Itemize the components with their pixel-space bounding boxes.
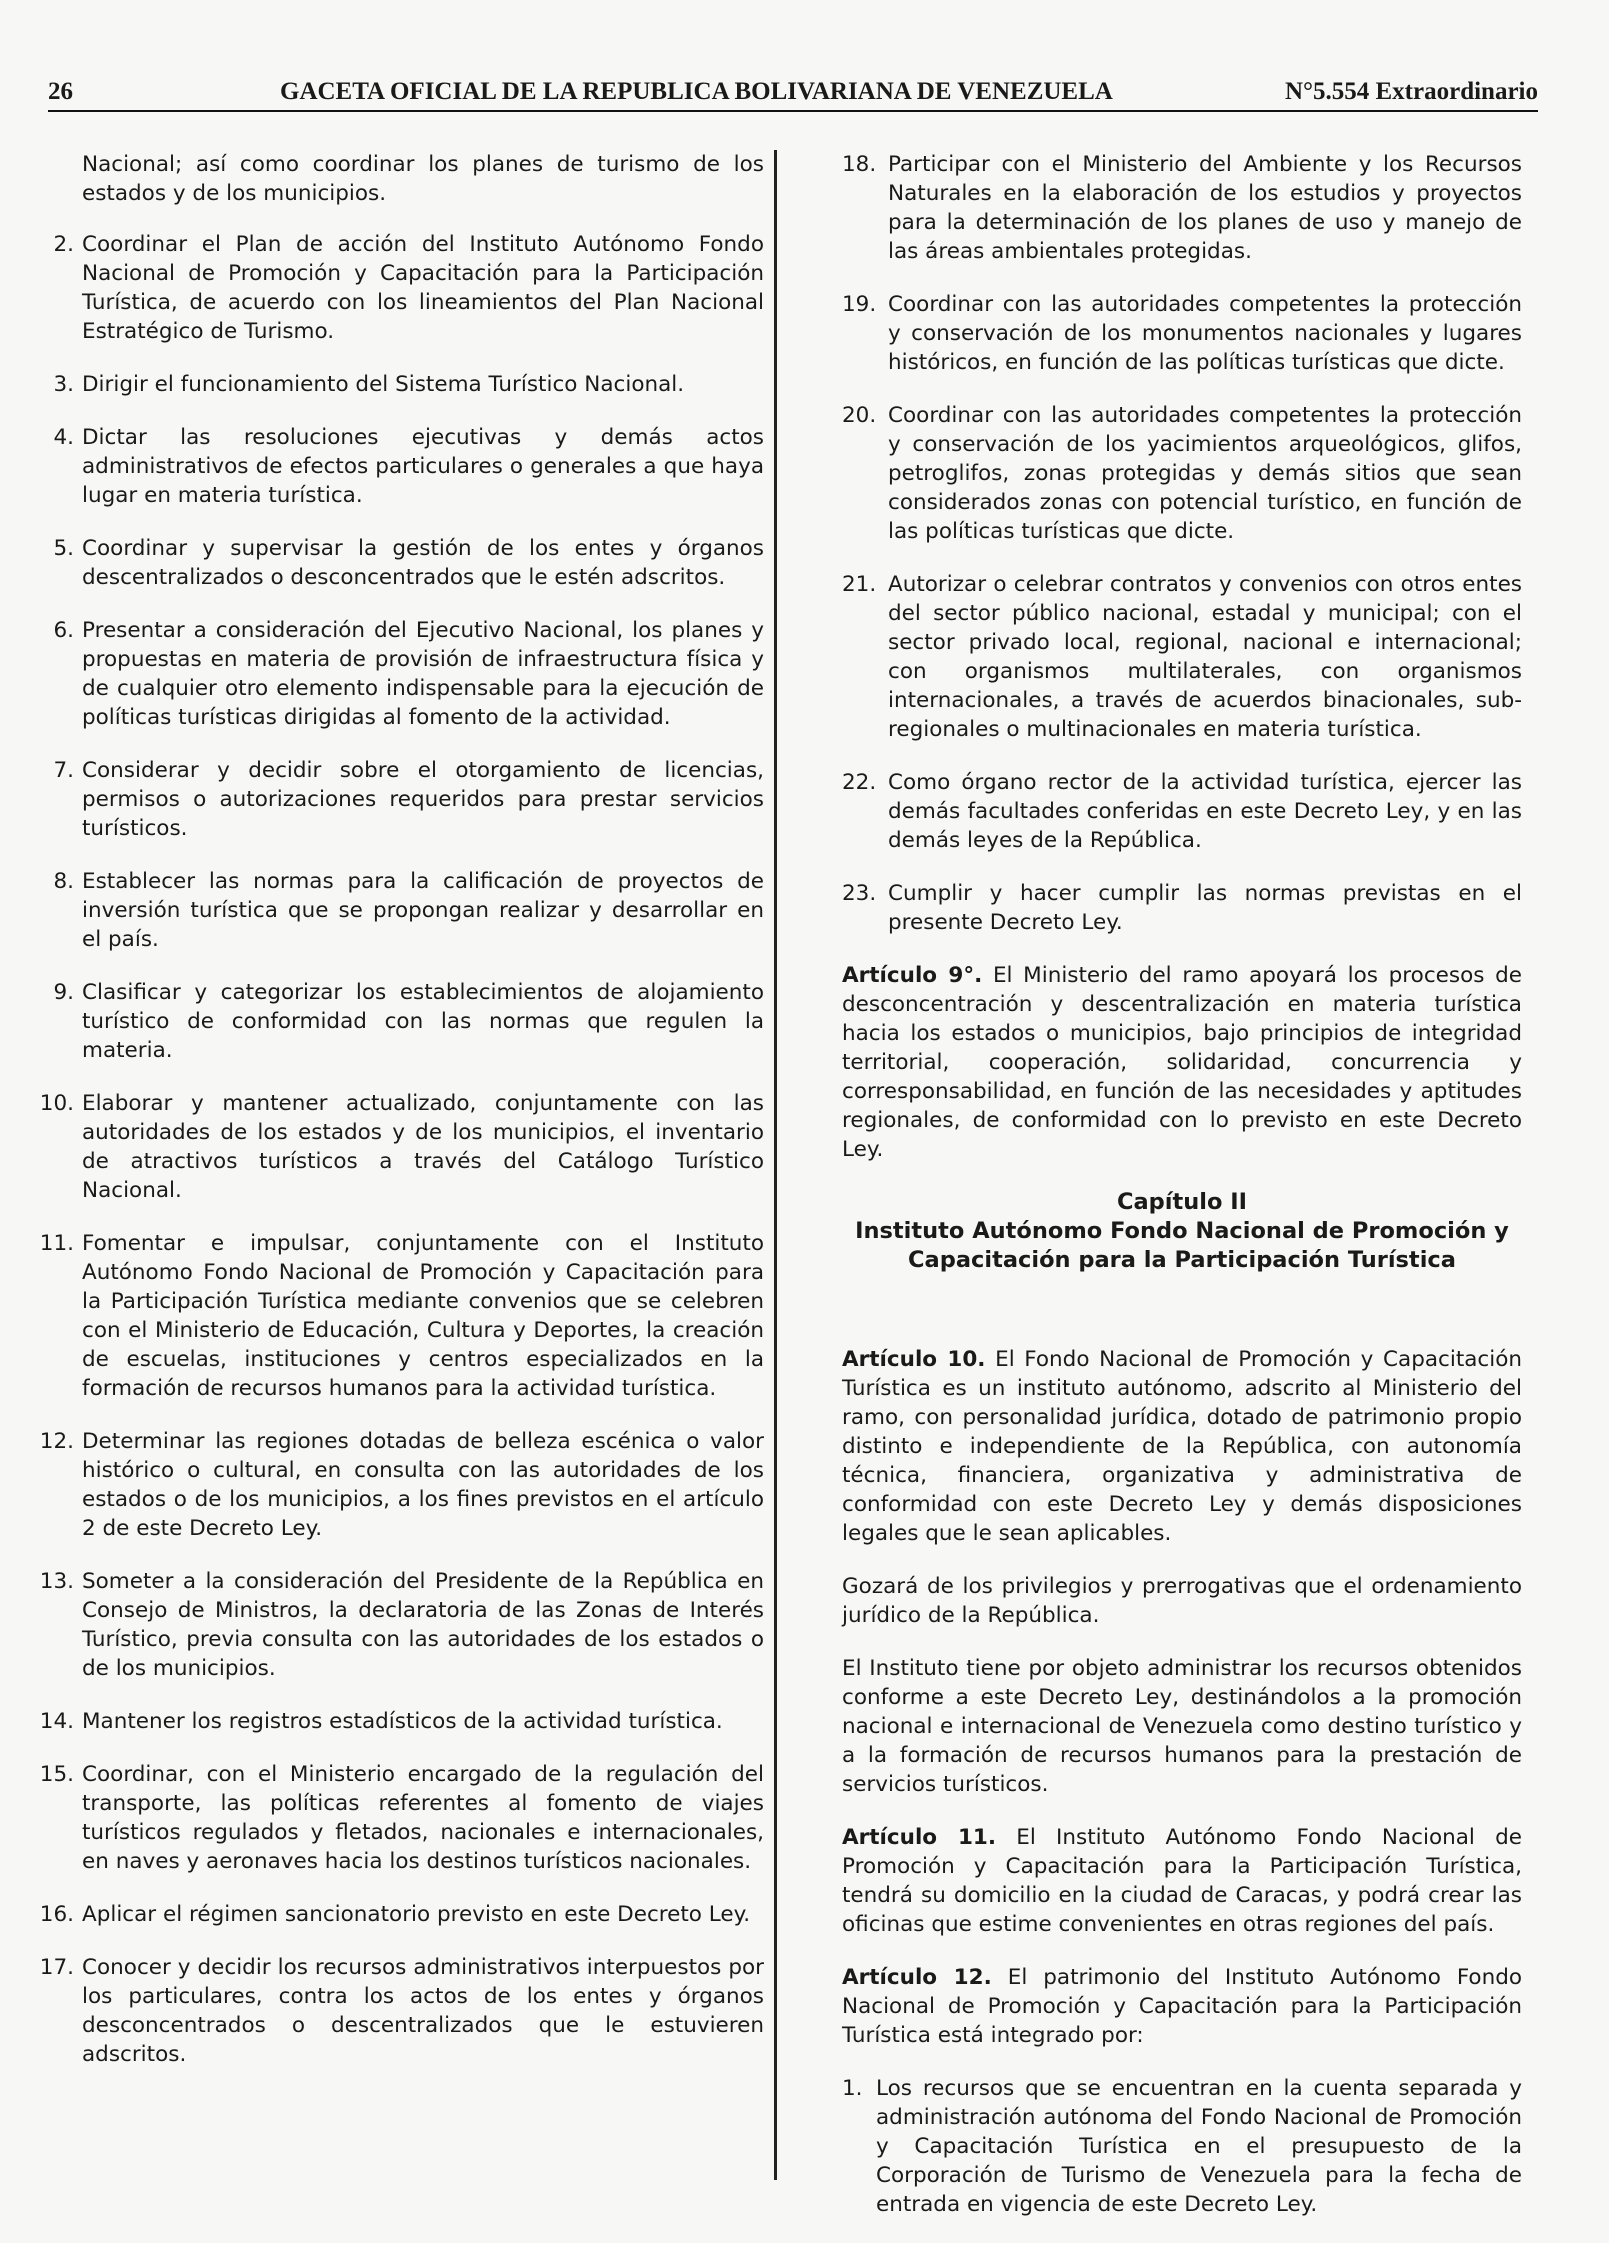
article-9: [842, 961, 1522, 1164]
list-item: [34, 1900, 764, 1929]
item-text: Coordinar el Plan de acción del Instituto Autónomo Fondo Nacional de Promoción y Capacitación para la Participación Turística, de acuerdo con los lineamientos del Plan Nacional Estratégico de Turismo.: [82, 232, 764, 344]
list-item: [842, 879, 1522, 937]
item-text: Aplicar el régimen sancionatorio previsto en este Decreto Ley.: [82, 1902, 751, 1927]
item-number: 5.: [53, 536, 74, 561]
list-item: [34, 1760, 764, 1876]
chapter-title-line-2: Capacitación para la Participación Turística: [908, 1247, 1456, 1273]
item-number: 2.: [53, 232, 74, 257]
article-label: Artículo 11.: [842, 1825, 997, 1850]
item-number: 8.: [53, 869, 74, 894]
list-item: [34, 1953, 764, 2069]
list-item: [34, 1089, 764, 1205]
list-item: [34, 978, 764, 1065]
item-number: 19.: [842, 292, 877, 317]
article-text: El Instituto Autónomo Fondo Nacional de Promoción y Capacitación para la Participación Turística, tendrá su domicilio en la ciudad de Caracas, y podrá crear las oficinas que estime convenientes en otras regiones del país.: [842, 1825, 1522, 1937]
list-item: [842, 2074, 1522, 2219]
item-text: Coordinar y supervisar la gestión de los entes y órganos descentralizados o desconcentrados que le estén adscritos.: [82, 536, 764, 590]
item-number: 16.: [39, 1902, 74, 1927]
item-text: Cumplir y hacer cumplir las normas previstas en el presente Decreto Ley.: [888, 881, 1522, 935]
item-text: Dictar las resoluciones ejecutivas y demás actos administrativos de efectos particulares o generales a que haya lugar en materia turística.: [82, 425, 764, 508]
item-number: 3.: [53, 372, 74, 397]
item-number: 23.: [842, 881, 877, 906]
continuation-text: Nacional; así como coordinar los planes de turismo de los estados y de los municipios.: [82, 152, 764, 206]
list-item: [34, 1707, 764, 1736]
item-number: 7.: [53, 758, 74, 783]
chapter-number: Capítulo II: [1116, 1189, 1248, 1215]
item-text: Considerar y decidir sobre el otorgamiento de licencias, permisos o autorizaciones requeridos para prestar servicios turísticos.: [82, 758, 764, 841]
list-item: [34, 1229, 764, 1403]
item-text: Coordinar, con el Ministerio encargado de la regulación del transporte, las políticas referentes al fomento de viajes turísticos regulados y fletados, nacionales e internacionales, en naves y aeronaves hacia los destinos turísticos nacionales.: [82, 1762, 764, 1874]
page-header: [48, 76, 1538, 112]
item-text: Dirigir el funcionamiento del Sistema Turístico Nacional.: [82, 372, 685, 397]
item-number: 1.: [842, 2076, 863, 2101]
list-item: [842, 768, 1522, 855]
item-text: Autorizar o celebrar contratos y convenios con otros entes del sector público nacional, estadal y municipal; con el sector privado local, regional, nacional e internacional; con organismos multilaterales, con organismos internacionales, a través de acuerdos binacionales, sub-regionales o multinacionales en materia turística.: [888, 572, 1522, 742]
article-10: [842, 1345, 1522, 1548]
item-text: Determinar las regiones dotadas de belleza escénica o valor histórico o cultural, en consulta con las autoridades de los estados o de los municipios, a los fines previstos en el artículo 2 de este Decreto Ley.: [82, 1429, 764, 1541]
list-item: [34, 230, 764, 346]
list-item: [34, 1567, 764, 1683]
article-label: Artículo 12.: [842, 1965, 992, 1990]
item-number: 13.: [39, 1569, 74, 1594]
item-number: 11.: [39, 1231, 74, 1256]
item-number: 4.: [53, 425, 74, 450]
list-item: [34, 423, 764, 510]
item-number: 14.: [39, 1709, 74, 1734]
list-item: [34, 370, 764, 399]
item-number: 20.: [842, 403, 877, 428]
item-text: Conocer y decidir los recursos administrativos interpuestos por los particulares, contra los actos de los entes y órganos desconcentrados o descentralizados que le estuvieren adscritos.: [82, 1955, 764, 2067]
item-number: 21.: [842, 572, 877, 597]
item-number: 12.: [39, 1429, 74, 1454]
item-text: Los recursos que se encuentran en la cuenta separada y administración autónoma del Fondo Nacional de Promoción y Capacitación Turística en el presupuesto de la Corporación de Turismo de Venezuela para la fecha de entrada en vigencia de este Decreto Ley.: [876, 2076, 1522, 2217]
article-label: Artículo 9°.: [842, 963, 983, 988]
item-number: 10.: [39, 1091, 74, 1116]
article-11: [842, 1823, 1522, 1939]
issue-number: N°5.554 Extraordinario: [1284, 78, 1538, 105]
article-text: El Ministerio del ramo apoyará los procesos de desconcentración y descentralización en materia turística hacia los estados o municipios, bajo principios de integridad territorial, cooperación, solidaridad, concurrencia y corresponsabilidad, en función de las necesidades y aptitudes regionales, de conformidad con lo previsto en este Decreto Ley.: [842, 963, 1522, 1162]
list-item: [842, 570, 1522, 744]
list-item: [34, 756, 764, 843]
item-text: Someter a la consideración del Presidente de la República en Consejo de Ministros, la declaratoria de las Zonas de Interés Turístico, previa consulta con las autoridades de los estados o de los municipios.: [82, 1569, 764, 1681]
privileges-paragraph: Gozará de los privilegios y prerrogativas que el ordenamiento jurídico de la República.: [842, 1574, 1522, 1628]
item-number: 9.: [53, 980, 74, 1005]
item-text: Coordinar con las autoridades competentes la protección y conservación de los yacimientos arqueológicos, glifos, petroglifos, zonas protegidas y demás sitios que sean considerados zonas con potencial turístico, en función de las políticas turísticas que dicte.: [888, 403, 1522, 544]
objective-paragraph: El Instituto tiene por objeto administrar los recursos obtenidos conforme a este Decreto Ley, destinándolos a la promoción nacional e internacional de Venezuela como destino turístico y a la formación de recursos humanos para la prestación de servicios turísticos.: [842, 1656, 1522, 1797]
left-column: [34, 150, 764, 2093]
article-text: El patrimonio del Instituto Autónomo Fondo Nacional de Promoción y Capacitación para la Participación Turística está integrado por:: [842, 1965, 1523, 2048]
list-item: [842, 150, 1522, 266]
item-text: Como órgano rector de la actividad turística, ejercer las demás facultades conferidas en este Decreto Ley, y en las demás leyes de la República.: [888, 770, 1522, 853]
list-item: [34, 867, 764, 954]
item-text: Presentar a consideración del Ejecutivo Nacional, los planes y propuestas en materia de provisión de infraestructura física y de cualquier otro elemento indispensable para la ejecución de políticas turísticas dirigidas al fomento de la actividad.: [82, 618, 764, 730]
item-text: Clasificar y categorizar los establecimientos de alojamiento turístico de conformidad con las normas que regulen la materia.: [82, 980, 764, 1063]
item-number: 6.: [53, 618, 74, 643]
item-text: Establecer las normas para la calificación de proyectos de inversión turística que se propongan realizar y desarrollar en el país.: [82, 869, 764, 952]
item-number: 15.: [39, 1762, 74, 1787]
item-text: Participar con el Ministerio del Ambiente y los Recursos Naturales en la elaboración de los estudios y proyectos para la determinación de los planes de uso y manejo de las áreas ambientales protegidas.: [888, 152, 1522, 264]
item-text: Fomentar e impulsar, conjuntamente con el Instituto Autónomo Fondo Nacional de Promoción y Capacitación para la Participación Turística mediante convenios que se celebren con el Ministerio de Educación, Cultura y Deportes, la creación de escuelas, instituciones y centros especializados en la formación de recursos humanos para la actividad turística.: [82, 1231, 764, 1401]
gazette-title: GACETA OFICIAL DE LA REPUBLICA BOLIVARIANA DE VENEZUELA: [280, 78, 1113, 105]
list-item: [34, 616, 764, 732]
chapter-heading: [842, 1188, 1522, 1275]
chapter-title-line-1: Instituto Autónomo Fondo Nacional de Promoción y: [855, 1218, 1509, 1244]
right-column: [842, 150, 1522, 2243]
article-12: [842, 1963, 1522, 2050]
item-number: 18.: [842, 152, 877, 177]
list-item: [842, 290, 1522, 377]
item-text: Coordinar con las autoridades competentes la protección y conservación de los monumentos nacionales y lugares históricos, en función de las políticas turísticas que dicte.: [888, 292, 1522, 375]
item-text: Mantener los registros estadísticos de la actividad turística.: [82, 1709, 723, 1734]
list-item: [34, 1427, 764, 1543]
column-divider: [774, 150, 777, 2180]
item-number: 17.: [39, 1955, 74, 1980]
article-label: Artículo 10.: [842, 1347, 986, 1372]
list-item: [34, 534, 764, 592]
article-text: El Fondo Nacional de Promoción y Capacitación Turística es un instituto autónomo, adscrito al Ministerio del ramo, con personalidad jurídica, dotado de patrimonio propio distinto e independiente de la República, con autonomía técnica, financiera, organizativa y administrativa de conformidad con este Decreto Ley y demás disposiciones legales que le sean aplicables.: [842, 1347, 1523, 1546]
list-item: [842, 401, 1522, 546]
page-number: 26: [48, 78, 73, 105]
item-text: Elaborar y mantener actualizado, conjuntamente con las autoridades de los estados y de los municipios, el inventario de atractivos turísticos a través del Catálogo Turístico Nacional.: [82, 1091, 764, 1203]
item-number: 22.: [842, 770, 877, 795]
